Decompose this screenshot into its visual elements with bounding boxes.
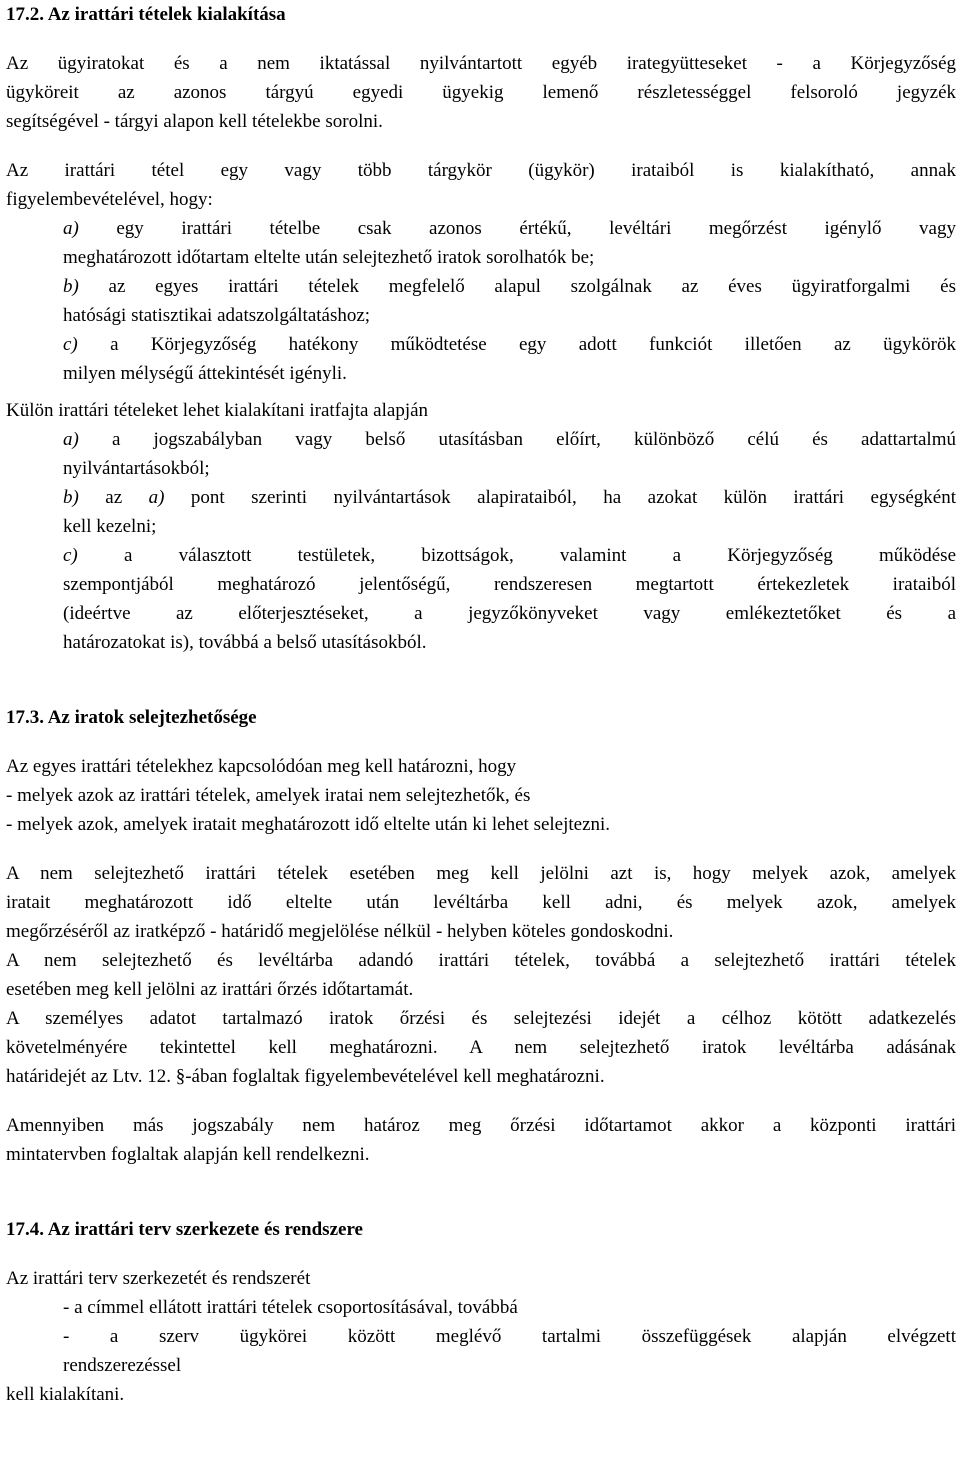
criteria-list [63,214,956,388]
list-item-line: nyilvántartásokból; [63,458,210,479]
list-text: a jogszabályban vagy belső utasításban előírt, különböző célú és adattartalmú [78,429,956,450]
list-item-line: határozatokat is), továbbá a belső utasításokból. [63,632,427,653]
iratfajta-list [63,425,956,657]
paragraph-iratfajta: Külön irattári tételeket lehet kialakítani iratfajta alapján [6,400,429,421]
section-heading-17-2: 17.2. Az irattári tételek kialakítása [6,4,286,25]
list-item: - a címmel ellátott irattári tételek csoportosításával, továbbá [63,1297,518,1318]
szerkezet-list [63,1293,956,1380]
list-item [63,425,956,483]
paragraph-line: iratait meghatározott idő eltelte után levéltárba kell adni, és melyek azok, amelyek [6,892,956,913]
list-item-line: szempontjából meghatározó jelentőségű, rendszeresen megtartott értekezletek irataiból [63,574,956,595]
paragraph-line: Az irattári tétel egy vagy több tárgykör (ügykör) irataiból is kialakítható, annak [6,160,956,181]
document-page [6,0,956,1409]
paragraph-line: A nem selejtezhető irattári tételek esetében meg kell jelölni azt is, hogy melyek azok, amelyek [6,863,956,884]
list-text: pont szerinti nyilvántartások alapirataiból, ha azokat külön irattári egységként [164,487,956,508]
paragraph-line: A személyes adatot tartalmazó iratok őrzési és selejtezési idejét a célhoz kötött adatkezelés [6,1008,956,1029]
list-item-first-line [63,483,956,512]
section-heading-17-4: 17.4. Az irattári terv szerkezete és rendszere [6,1219,363,1240]
paragraph-line: esetében meg kell jelölni az irattári őrzés időtartamát. [6,979,414,1000]
paragraph-szemelyes-adat [6,1004,956,1091]
list-marker: c) [63,334,78,355]
list-text: a választott testületek, bizottságok, valamint a Körjegyzőség működése [77,545,956,566]
list-item-first-line [63,330,956,359]
list-item-first-line [63,425,956,454]
list-marker: a) [63,218,79,239]
list-text: az egyes irattári tételek megfelelő alapul szolgálnak az éves ügyiratforgalmi és [78,276,956,297]
list-marker: a) [63,429,79,450]
paragraph-leveltarba-adando [6,946,956,1004]
paragraph-line: megőrzéséről az iratképző - határidő megjelölése nélkül - helyben köteles gondoskodni. [6,921,674,942]
paragraph-line: segítségével - tárgyi alapon kell tételekbe sorolni. [6,111,383,132]
list-item-line: rendszerezéssel [63,1355,182,1376]
list-text: a Körjegyzőség hatékony működtetése egy adott funkciót illetően az ügykörök [77,334,956,355]
paragraph-line: mintatervben foglaltak alapján kell rendelkezni. [6,1144,370,1165]
list-item-line: hatósági statisztikai adatszolgáltatáshoz; [63,305,371,326]
list-marker: b) [63,276,79,297]
list-item-first-line [63,214,956,243]
list-item-line: (ideértve az előterjesztéseket, a jegyzőkönyveket vagy emlékeztetőket és a [63,603,956,624]
list-item: - a szerv ügykörei között meglévő tartalmi összefüggések alapján elvégzett [63,1326,956,1347]
paragraph-line: - melyek azok, amelyek iratait meghatározott idő eltelte után ki lehet selejtezni. [6,814,611,835]
paragraph-ugyiratok [6,49,956,136]
list-marker: c) [63,545,78,566]
paragraph-szerkezet-outro: kell kialakítani. [6,1384,125,1405]
list-item [63,330,956,388]
list-item-line: milyen mélységű áttekintését igényli. [63,363,347,384]
paragraph-line: - melyek azok az irattári tételek, amelyek iratai nem selejtezhetők, és [6,785,531,806]
list-text: egy irattári tételbe csak azonos értékű, levéltári megőrzést igénylő vagy [78,218,956,239]
paragraph-line: ügyköreit az azonos tárgyú egyedi ügyekig lemenő részletességgel felsoroló jegyzék [6,82,956,103]
paragraph-line: Az egyes irattári tételekhez kapcsolódóan meg kell határozni, hogy [6,756,517,777]
paragraph-szerkezet-intro: Az irattári terv szerkezetét és rendszerét [6,1268,311,1289]
paragraph-line: Az ügyiratokat és a nem iktatással nyilvántartott egyéb irategyütteseket - a Körjegyzőség [6,53,956,74]
list-item-first-line [63,541,956,570]
list-item [63,272,956,330]
paragraph-line: A nem selejtezhető és levéltárba adandó irattári tételek, továbbá a selejtezhető irattári tételek [6,950,956,971]
section-heading-17-3: 17.3. Az iratok selejtezhetősége [6,707,257,728]
paragraph-irattari-tetel [6,156,956,214]
list-reference: a) [148,487,165,508]
paragraph-line: határidejét az Ltv. 12. §-ában foglaltak figyelembevételével kell meghatározni. [6,1066,605,1087]
list-text: az [78,487,149,508]
list-item-first-line [63,272,956,301]
list-marker: b) [63,487,79,508]
list-item-line: meghatározott időtartam eltelte után selejtezhető iratok sorolhatók be; [63,247,595,268]
paragraph-line: követelményére tekintettel kell meghatározni. A nem selejtezhető iratok levéltárba adásának [6,1037,956,1058]
list-item [63,541,956,657]
paragraph-mintaterv [6,1111,956,1169]
list-item [63,214,956,272]
list-item-line: kell kezelni; [63,516,157,537]
paragraph-line: figyelembevételével, hogy: [6,189,213,210]
list-item [63,483,956,541]
paragraph-nem-selejtezheto [6,859,956,946]
paragraph-selejtezhetoseg [6,752,956,839]
paragraph-line: Amennyiben más jogszabály nem határoz meg őrzési időtartamot akkor a központi irattári [6,1115,956,1136]
